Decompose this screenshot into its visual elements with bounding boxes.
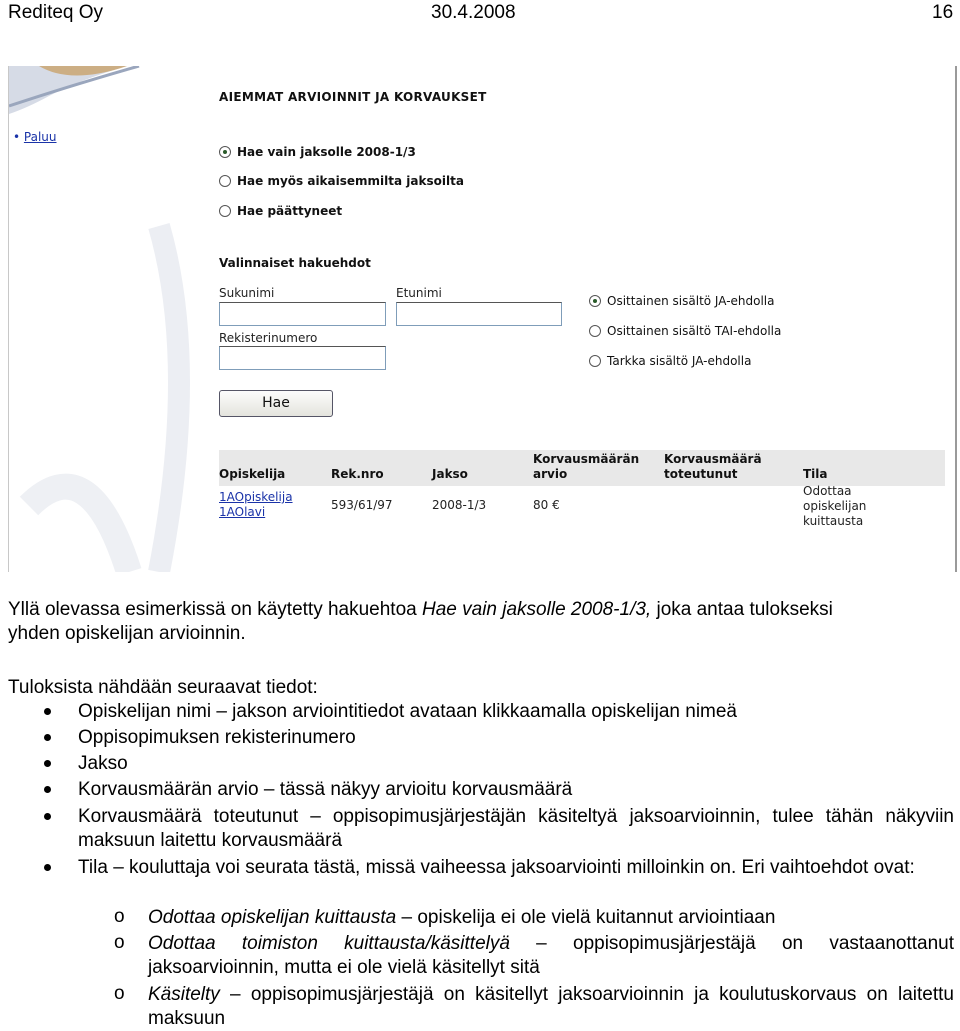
list-item: Jakso bbox=[78, 753, 128, 774]
firstname-input[interactable] bbox=[396, 302, 562, 326]
status-description: – oppisopimusjärjestäjä on vastaanottanut jaksoarvioinnin, mutta ei ole vielä käsitellyt sitä bbox=[148, 933, 954, 978]
match-option-label: Osittainen sisältö JA-ehdolla bbox=[607, 294, 775, 308]
page-header bbox=[0, 0, 960, 26]
column-header: Opiskelija bbox=[219, 467, 286, 481]
sub-list-item bbox=[148, 906, 954, 930]
sub-list-item bbox=[148, 932, 954, 980]
list-item: Oppisopimuksen rekisterinumero bbox=[78, 727, 356, 748]
intro-text: Yllä olevassa esimerkissä on käytetty hakuehtoa bbox=[8, 599, 422, 620]
table-cell-regno: 593/61/97 bbox=[331, 498, 393, 512]
bullet-icon bbox=[44, 734, 51, 741]
column-header: Rek.nro bbox=[331, 467, 384, 481]
match-option-label: Osittainen sisältö TAI-ehdolla bbox=[607, 324, 782, 338]
back-link[interactable]: Paluu bbox=[23, 130, 57, 144]
intro-text: yhden opiskelijan arvioinnin. bbox=[8, 623, 246, 644]
surname-label: Sukunimi bbox=[219, 286, 275, 300]
period-option-label: Hae vain jaksolle 2008-1/3 bbox=[237, 145, 416, 159]
page-number: 16 bbox=[932, 2, 954, 23]
list-item: Korvausmäärän arvio – tässä näkyy arvioitu korvausmäärä bbox=[78, 779, 573, 800]
match-option-label: Tarkka sisältö JA-ehdolla bbox=[607, 354, 752, 368]
bullet-icon bbox=[44, 864, 51, 871]
match-option[interactable] bbox=[589, 294, 775, 308]
list-item: Opiskelijan nimi – jakson arviointitiedot avataan klikkaamalla opiskelijan nimeä bbox=[78, 701, 737, 722]
period-option[interactable] bbox=[219, 174, 464, 188]
sub-list-item bbox=[148, 983, 954, 1031]
radio-selected-icon[interactable] bbox=[589, 295, 601, 307]
intro-paragraph bbox=[8, 598, 954, 646]
sub-bullet-marker: o bbox=[114, 932, 125, 953]
radio-icon[interactable] bbox=[589, 325, 601, 337]
column-header: Korvausmäärä toteutunut bbox=[664, 452, 762, 481]
bullet-icon bbox=[44, 813, 51, 820]
bullet-icon bbox=[44, 708, 51, 715]
sub-bullet-marker: o bbox=[114, 906, 125, 927]
radio-icon[interactable] bbox=[219, 175, 231, 187]
intro-italic: Hae vain jaksolle 2008-1/3, bbox=[422, 599, 652, 620]
radio-selected-icon[interactable] bbox=[219, 146, 231, 158]
status-name: Odottaa opiskelijan kuittausta bbox=[148, 907, 397, 928]
student-link[interactable]: 1AOlavi bbox=[219, 505, 266, 519]
table-cell-estimate: 80 € bbox=[533, 498, 560, 512]
criteria-heading: Valinnaiset hakuehdot bbox=[219, 256, 371, 270]
status-name: Käsitelty bbox=[148, 984, 220, 1005]
period-option[interactable] bbox=[219, 204, 342, 218]
period-option-label: Hae myös aikaisemmilta jaksoilta bbox=[237, 174, 464, 188]
nav-back: • Paluu bbox=[13, 130, 57, 144]
match-option[interactable] bbox=[589, 354, 751, 368]
table-cell-status: Odottaa opiskelijan kuittausta bbox=[803, 484, 867, 528]
column-header: Korvausmäärän arvio bbox=[533, 452, 640, 481]
bullet-icon bbox=[44, 760, 51, 767]
intro-text: joka antaa tulokseksi bbox=[651, 599, 833, 620]
application-screenshot bbox=[8, 66, 957, 572]
sub-bullet-marker: o bbox=[114, 983, 125, 1004]
company-name: Rediteq Oy bbox=[8, 2, 104, 23]
student-link[interactable]: 1AOpiskelija bbox=[219, 490, 293, 504]
results-intro: Tuloksista nähdään seuraavat tiedot: bbox=[8, 677, 318, 698]
list-item: Korvausmäärä toteutunut – oppisopimusjärjestäjän käsiteltyä jaksoarvioinnin, tulee tähän näkyviin maksuun laitettu korvausmäärä bbox=[78, 806, 954, 851]
table-cell-period: 2008-1/3 bbox=[432, 498, 487, 512]
period-option[interactable] bbox=[219, 145, 416, 159]
status-name: Odottaa toimiston kuittausta/käsittelyä bbox=[148, 933, 510, 954]
radio-icon[interactable] bbox=[219, 205, 231, 217]
match-option[interactable] bbox=[589, 324, 781, 338]
table-cell-student[interactable] bbox=[219, 490, 293, 520]
regno-input[interactable] bbox=[219, 346, 386, 370]
regno-label: Rekisterinumero bbox=[219, 331, 318, 345]
surname-input[interactable] bbox=[219, 302, 386, 326]
status-description: – opiskelija ei ole vielä kuitannut arviointiaan bbox=[396, 907, 776, 928]
period-option-label: Hae päättyneet bbox=[237, 204, 343, 218]
status-description: – oppisopimusjärjestäjä on käsitellyt jaksoarvioinnin ja koulutuskorvaus on laitettu maksuun bbox=[148, 984, 954, 1029]
firstname-label: Etunimi bbox=[396, 286, 442, 300]
bullet-icon bbox=[44, 786, 51, 793]
column-header: Jakso bbox=[432, 467, 468, 481]
search-button[interactable]: Hae bbox=[219, 390, 333, 417]
document-date: 30.4.2008 bbox=[431, 2, 516, 23]
column-header: Tila bbox=[803, 467, 828, 481]
list-item: Tila – kouluttaja voi seurata tästä, missä vaiheessa jaksoarviointi milloinkin on. Eri vaihtoehdot ovat: bbox=[78, 857, 915, 878]
screen-title: AIEMMAT ARVIOINNIT JA KORVAUKSET bbox=[219, 90, 487, 104]
radio-icon[interactable] bbox=[589, 355, 601, 367]
